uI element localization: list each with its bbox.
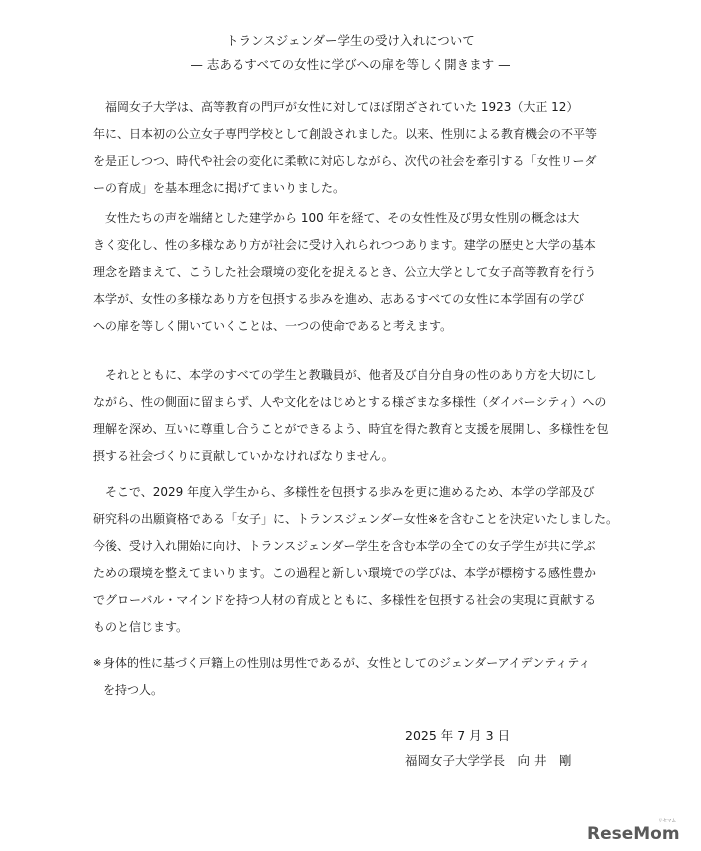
paragraph-line: 研究科の出願資格である「女子」に、トランスジェンダー女性※を含むことを決定いたしました。 — [93, 512, 618, 526]
paragraph-line: 摂する社会づくりに貢献していかなければなりません。 — [93, 449, 394, 463]
paragraph-1 — [93, 94, 623, 202]
paragraph-2 — [93, 205, 623, 340]
paragraph-line: 本学が、女性の多様なあり方を包摂する歩みを進め、志あるすべての女性に本学固有の学び — [93, 292, 585, 306]
paragraph-line: 理念を踏まえて、こうした社会環境の変化を捉えるとき、公立大学として女子高等教育を行う — [93, 265, 597, 279]
resemom-logo-small-text: リセマム — [658, 819, 676, 824]
paragraph-line: 女性たちの声を端緒とした建学から 100 年を経て、その女性性及び男女性別の概念は大 — [105, 211, 580, 225]
document-signer: 福岡女子大学学長 向 井 剛 — [405, 753, 572, 768]
paragraph-line: 理解を深め、互いに尊重し合うことができるよう、時宜を得た教育と支援を展開し、多様性を包 — [93, 422, 609, 436]
footnote — [103, 650, 590, 704]
document-date: 2025 年 7 月 3 日 — [405, 728, 511, 743]
footnote-line: を持つ人。 — [103, 683, 164, 697]
paragraph-3 — [93, 362, 623, 470]
paragraph-line: きく変化し、性の多様なあり方が社会に受け入れられつつあります。建学の歴史と大学の基本 — [93, 238, 596, 252]
resemom-logo-text: ReseMom — [587, 824, 680, 844]
document-subtitle: — 志あるすべての女性に学びへの扉を等しく開きます — — [190, 57, 511, 72]
paragraph-line: ものと信じます。 — [93, 620, 189, 634]
paragraph-4 — [93, 479, 623, 641]
footnote-mark: ※ — [93, 658, 102, 669]
footnote-line: 身体的性に基づく戸籍上の性別は男性であるが、女性としてのジェンダーアイデンティティ — [103, 656, 591, 670]
paragraph-line: 福岡女子大学は、高等教育の門戸が女性に対してほぼ閉ざされていた 1923（大正 12） — [105, 100, 579, 114]
paragraph-line: への扉を等しく開いていくことは、一つの使命であると考えます。 — [93, 319, 453, 333]
paragraph-line: 年に、日本初の公立女子専門学校として創設されました。以来、性別による教育機会の不平等 — [93, 127, 598, 141]
paragraph-line: 今後、受け入れ開始に向け、トランスジェンダー学生を含む本学の全ての女子学生が共に学ぶ — [93, 539, 596, 553]
resemom-logo — [583, 815, 693, 845]
paragraph-line: を是正しつつ、時代や社会の変化に柔軟に対応しながら、次代の社会を牽引する「女性リーダ — [93, 154, 597, 168]
paragraph-line: ーの育成」を基本理念に掲げてまいりました。 — [93, 181, 346, 195]
paragraph-line: でグローバル・マインドを持つ人材の育成とともに、多様性を包摂する社会の実現に貢献する — [93, 593, 597, 607]
paragraph-line: ための環境を整えてまいります。この過程と新しい環境での学びは、本学が標榜する感性豊か — [93, 566, 597, 580]
paragraph-line: ながら、性の側面に留まらず、人や文化をはじめとする様ざまな多様性（ダイバーシティ）への — [93, 395, 607, 409]
paragraph-line: それとともに、本学のすべての学生と教職員が、他者及び自分自身の性のあり方を大切にし — [105, 368, 597, 382]
document-title: トランスジェンダー学生の受け入れについて — [226, 33, 475, 48]
paragraph-line: そこで、2029 年度入学生から、多様性を包摂する歩みを更に進めるため、本学の学部及び — [105, 485, 595, 499]
